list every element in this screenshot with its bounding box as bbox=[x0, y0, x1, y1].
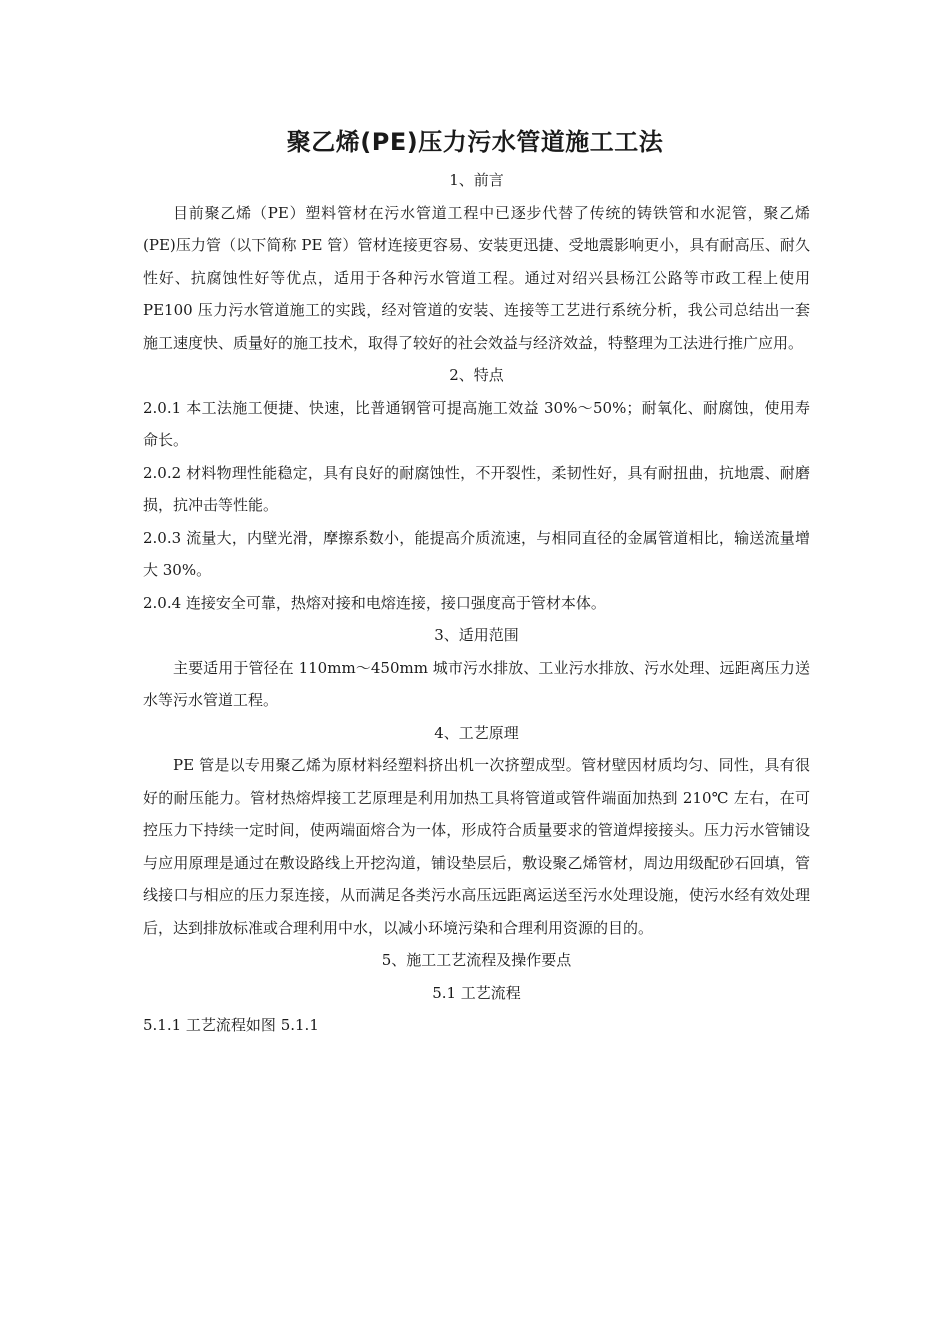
document-body bbox=[143, 164, 810, 1042]
preface-paragraph: 目前聚乙烯（PE）塑料管材在污水管道工程中已逐步代替了传统的铸铁管和水泥管，聚乙烯(PE)压力管（以下简称 PE 管）管材连接更容易、安装更迅捷、受地震影响更小，具有耐高压、耐久性好、抗腐蚀性好等优点，适用于各种污水管道工程。通过对绍兴县杨江公路等市政工程上使用 PE100 压力污水管道施工的实践，经对管道的安装、连接等工艺进行系统分析，我公司总结出一套施工速度快、质量好的施工技术，取得了较好的社会效益与经济效益，特整理为工法进行推广应用。 bbox=[143, 203, 810, 352]
feature-item: 2.0.4 连接安全可靠，热熔对接和电熔连接，接口强度高于管材本体。 bbox=[143, 593, 606, 612]
feature-item: 2.0.3 流量大，内壁光滑，摩擦系数小，能提高介质流速，与相同直径的金属管道相比，输送流量增大 30%。 bbox=[143, 528, 810, 579]
principle-paragraph: PE 管是以专用聚乙烯为原材料经塑料挤出机一次挤塑成型。管材壁因材质均匀、同性，具有很好的耐压能力。管材热熔焊接工艺原理是利用加热工具将管道或管件端面加热到 210℃ 左右，在可控压力下持续一定时间，使两端面熔合为一体，形成符合质量要求的管道焊接接头。压力污水管铺设与应用原理是通过在敷设路线上开挖沟道，铺设垫层后，敷设聚乙烯管材，周边用级配砂石回填，管线接口与相应的压力泵连接，从而满足各类污水高压远距离运送至污水处理设施，使污水经有效处理后，达到排放标准或合理利用中水，以减小环境污染和合理利用资源的目的。 bbox=[143, 756, 810, 937]
section-heading-principle: 4、工艺原理 bbox=[434, 723, 519, 742]
scope-paragraph: 主要适用于管径在 110mm～450mm 城市污水排放、工业污水排放、污水处理、远距离压力送水等污水管道工程。 bbox=[143, 658, 810, 709]
section-heading-process: 5、施工工艺流程及操作要点 bbox=[381, 951, 572, 969]
process-flow-line: 5.1.1 工艺流程如图 5.1.1 bbox=[143, 1016, 319, 1034]
subsection-heading-process-flow: 5.1 工艺流程 bbox=[432, 983, 521, 1002]
document-title: 聚乙烯(PE)压力污水管道施工工法 bbox=[286, 128, 664, 157]
feature-item: 2.0.2 材料物理性能稳定，具有良好的耐腐蚀性，不开裂性，柔韧性好，具有耐扭曲，抗地震、耐磨损，抗冲击等性能。 bbox=[143, 463, 810, 514]
section-heading-scope: 3、适用范围 bbox=[434, 626, 519, 644]
feature-item: 2.0.1 本工法施工便捷、快速，比普通钢管可提高施工效益 30%～50%；耐氧化、耐腐蚀，使用寿命长。 bbox=[143, 398, 810, 449]
section-heading-features: 2、特点 bbox=[449, 366, 504, 384]
section-heading-preface: 1、前言 bbox=[449, 171, 504, 189]
